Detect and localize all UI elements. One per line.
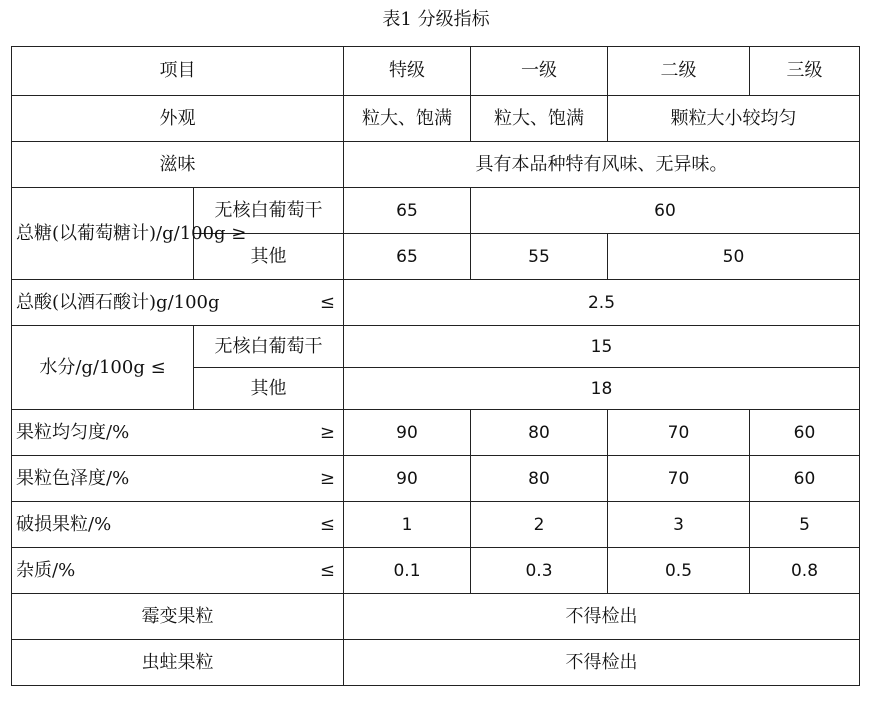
sugar-other-label: 其他 xyxy=(194,234,344,280)
damaged-first: 2 xyxy=(471,502,608,548)
moisture-other-label: 其他 xyxy=(194,368,344,410)
color-second: 70 xyxy=(608,456,750,502)
table-row-insect xyxy=(12,640,860,686)
mildew-label: 霉变果粒 xyxy=(12,594,344,640)
appearance-premium: 粒大、饱满 xyxy=(344,96,471,142)
impurity-second: 0.5 xyxy=(608,548,750,594)
uniformity-label-cell xyxy=(12,410,344,456)
appearance-label: 外观 xyxy=(12,96,344,142)
moisture-seedless-label: 无核白葡萄干 xyxy=(194,326,344,368)
impurity-premium: 0.1 xyxy=(344,548,471,594)
color-label: 果粒色泽度/% xyxy=(16,467,130,489)
uniformity-label: 果粒均匀度/% xyxy=(16,421,130,443)
sugar-other-second-third: 50 xyxy=(608,234,860,280)
table-row-sugar-seedless xyxy=(12,188,860,234)
mildew-value: 不得检出 xyxy=(344,594,860,640)
sugar-other-first: 55 xyxy=(471,234,608,280)
color-first: 80 xyxy=(471,456,608,502)
color-third: 60 xyxy=(750,456,860,502)
moisture-seedless-value: 15 xyxy=(344,326,860,368)
impurity-label-cell xyxy=(12,548,344,594)
header-grade-second: 二级 xyxy=(608,47,750,96)
table-row-color xyxy=(12,456,860,502)
sugar-other-premium: 65 xyxy=(344,234,471,280)
insect-value: 不得检出 xyxy=(344,640,860,686)
acid-symbol: ≤ xyxy=(319,291,335,313)
insect-label: 虫蛀果粒 xyxy=(12,640,344,686)
table-row-moisture-seedless xyxy=(12,326,860,368)
uniformity-first: 80 xyxy=(471,410,608,456)
table-row-damaged xyxy=(12,502,860,548)
damaged-symbol: ≤ xyxy=(319,513,335,535)
damaged-premium: 1 xyxy=(344,502,471,548)
table-row-header xyxy=(12,47,860,96)
impurity-label: 杂质/% xyxy=(16,559,76,581)
damaged-third: 5 xyxy=(750,502,860,548)
header-grade-third: 三级 xyxy=(750,47,860,96)
sugar-seedless-others: 60 xyxy=(471,188,860,234)
color-premium: 90 xyxy=(344,456,471,502)
damaged-label: 破损果粒/% xyxy=(16,513,112,535)
damaged-second: 3 xyxy=(608,502,750,548)
grading-table xyxy=(11,46,860,686)
uniformity-second: 70 xyxy=(608,410,750,456)
color-label-cell xyxy=(12,456,344,502)
table-row-uniformity xyxy=(12,410,860,456)
sugar-seedless-premium: 65 xyxy=(344,188,471,234)
table-row-impurity xyxy=(12,548,860,594)
header-grade-first: 一级 xyxy=(471,47,608,96)
table-row-taste xyxy=(12,142,860,188)
impurity-third: 0.8 xyxy=(750,548,860,594)
uniformity-premium: 90 xyxy=(344,410,471,456)
color-symbol: ≥ xyxy=(319,467,335,489)
appearance-second-third: 颗粒大小较均匀 xyxy=(608,96,860,142)
moisture-label: 水分/g/100g ≤ xyxy=(12,326,194,410)
uniformity-symbol: ≥ xyxy=(319,421,335,443)
table-caption: 表1 分级指标 xyxy=(382,9,490,30)
impurity-first: 0.3 xyxy=(471,548,608,594)
sugar-label: 总糖(以葡萄糖计)/g/100g ≥ xyxy=(12,188,194,280)
damaged-label-cell xyxy=(12,502,344,548)
table-row-acid xyxy=(12,280,860,326)
impurity-symbol: ≤ xyxy=(319,559,335,581)
acid-value: 2.5 xyxy=(344,280,860,326)
moisture-other-value: 18 xyxy=(344,368,860,410)
sugar-seedless-label: 无核白葡萄干 xyxy=(194,188,344,234)
table-row-mildew xyxy=(12,594,860,640)
acid-label-cell xyxy=(12,280,344,326)
appearance-first: 粒大、饱满 xyxy=(471,96,608,142)
uniformity-third: 60 xyxy=(750,410,860,456)
taste-value: 具有本品种特有风味、无异味。 xyxy=(344,142,860,188)
taste-label: 滋味 xyxy=(12,142,344,188)
table-row-appearance xyxy=(12,96,860,142)
acid-label: 总酸(以酒石酸计)g/100g xyxy=(16,291,220,313)
header-item: 项目 xyxy=(12,47,344,96)
header-grade-premium: 特级 xyxy=(344,47,471,96)
